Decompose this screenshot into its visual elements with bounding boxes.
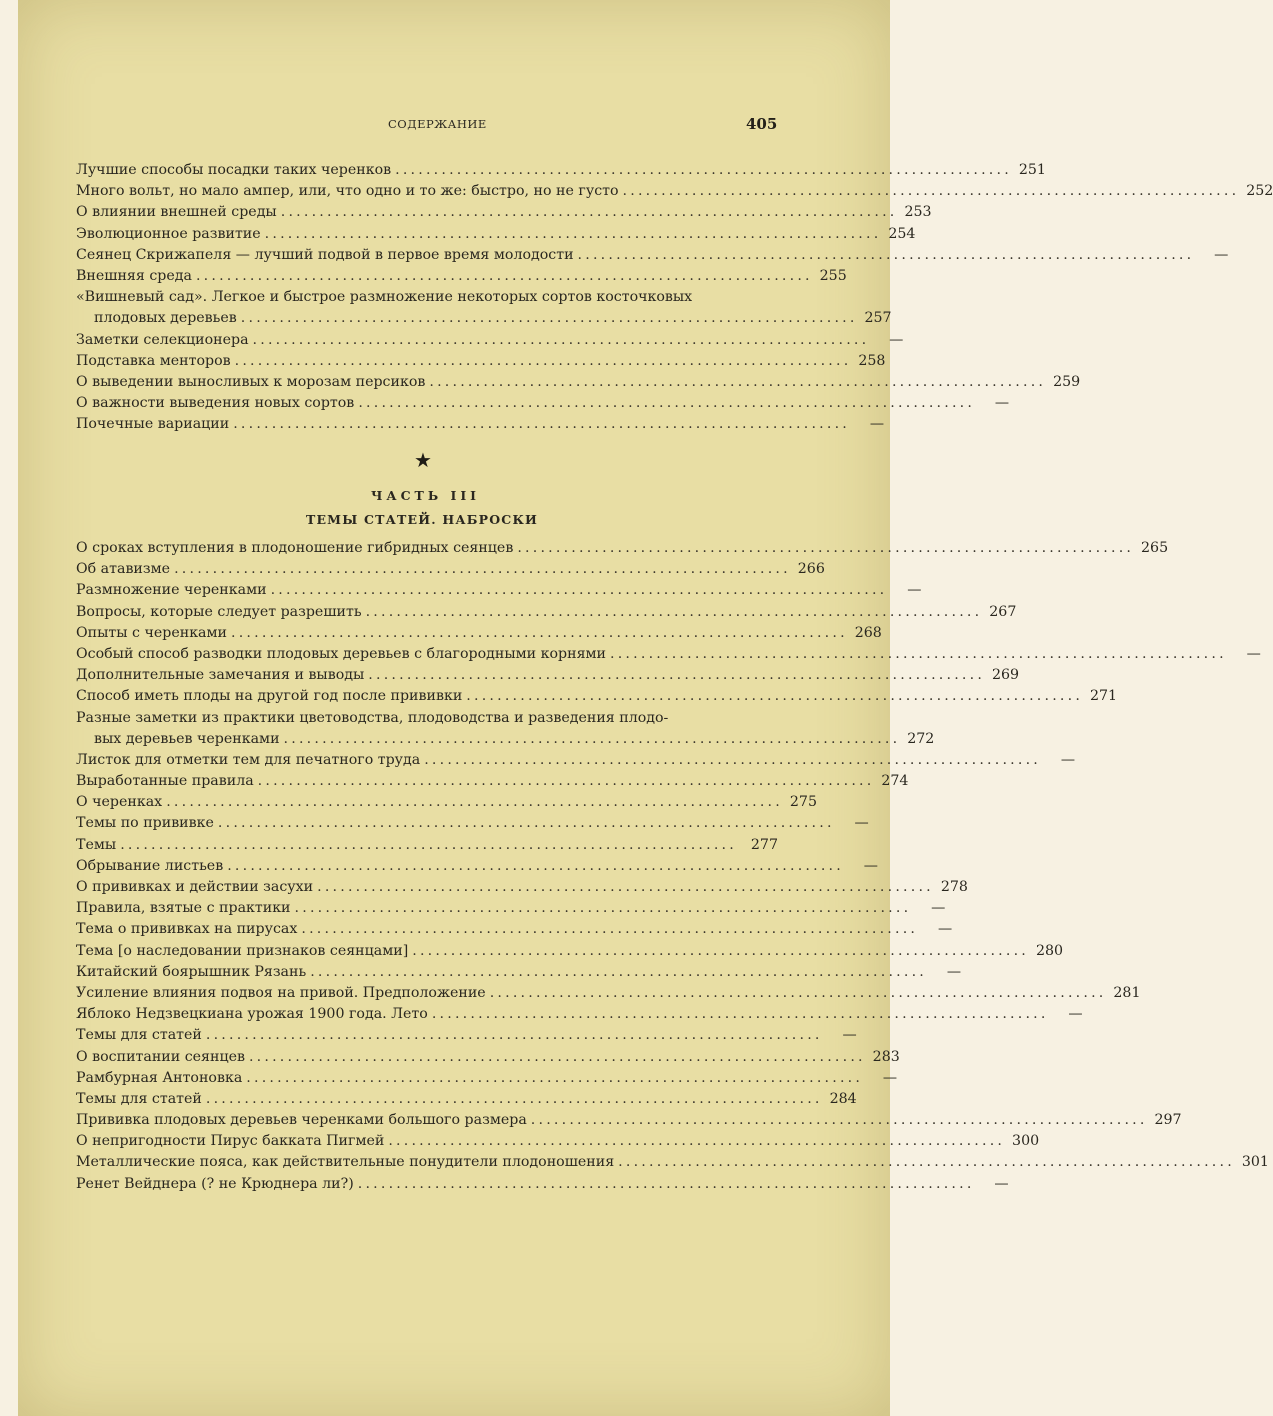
toc-entry: Размножение черенками ................................................................................ — [76,582,922,599]
toc-entry: Темы для статей ................................................................................ 284 [76,1090,857,1107]
toc-entry: Лучшие способы посадки таких черенков ................................................................................ 251 [76,162,1046,178]
toc-entry: Вопросы, которые следует разрешить ................................................................................ 267 [76,603,1017,620]
toc-entry: Заметки селекционера ................................................................................ — [76,331,904,348]
toc-entry: Выработанные правила ................................................................................ 274 [76,773,909,790]
part-title: ЧАСТЬ III [370,488,481,503]
toc-entry: О воспитании сеянцев ................................................................................ 283 [76,1048,900,1065]
toc-entry: Темы для статей ................................................................................ — [76,1027,857,1044]
page-number: 405 [746,115,778,133]
toc-entry: Металлические пояса, как действительные понудители плодоношения ................................................................................ 301 [76,1154,1269,1171]
toc-entry: Темы по прививке ................................................................................ — [76,815,869,832]
toc-entry: О влиянии внешней среды ................................................................................ 253 [76,204,932,221]
toc-entry: Разные заметки из практики цветоводства, плодоводства и разведения плодо- вых деревьев черенками ................................................................................ 272 [76,709,935,747]
toc-entry: Много вольт, но мало ампер, или, что одно и то же: быстро, но не густо ................................................................................ 252 [76,183,1273,200]
toc-entry: Дополнительные замечания и выводы ................................................................................ 269 [76,667,1020,684]
toc-entry: Опыты с черенками ................................................................................ 268 [76,624,882,641]
toc-entry: Способ иметь плоды на другой год после прививки ................................................................................ 271 [76,688,1118,705]
toc-entry: О выведении выносливых к морозам персиков ................................................................................ 259 [76,373,1081,390]
toc-entry: О прививках и действии засухи ................................................................................ 278 [76,879,968,896]
toc-section-b [76,538,1269,1195]
toc-entry: Китайский боярышник Рязань ................................................................................ — [76,963,961,980]
toc-entry: Внешняя среда ................................................................................ 255 [76,267,847,284]
toc-entry: О сроках вступления в плодоношение гибридных сеянцев ................................................................................ 265 [76,540,1169,556]
toc-section-a [76,160,1273,435]
star-ornament: ★ [414,448,432,472]
toc-entry: Прививка плодовых деревьев черенками большого размера ................................................................................ 297 [76,1112,1182,1129]
toc-entry: Правила, взятые с практики ................................................................................ — [76,900,946,917]
toc-entry: Рамбурная Антоновка ................................................................................ — [76,1069,898,1086]
toc-entry: Подставка менторов ................................................................................ 258 [76,352,886,369]
toc-entry: Почечные вариации ................................................................................ — [76,416,884,433]
toc-entry: Особый способ разводки плодовых деревьев с благородными корнями ................................................................................ — [76,645,1261,662]
toc-entry: «Вишневый сад». Легкое и быстрое размножение некоторых сортов косточковых плодовых деревьев ................................................................................ 257 [76,289,892,327]
toc-entry: Ренет Вейднера (? не Крюднера ли?) ................................................................................ — [76,1175,1009,1192]
toc-entry: Сеянец Скрижапеля — лучший подвой в первое время молодости ................................................................................ — [76,246,1229,263]
toc-entry: Тема [о наследовании признаков сеянцами] ................................................................................ 280 [76,942,1064,959]
toc-entry: О черенках ................................................................................ 275 [76,794,817,811]
toc-entry: Листок для отметки тем для печатного труда ................................................................................ — [76,751,1076,768]
part-subtitle: ТЕМЫ СТАТЕЙ. НАБРОСКИ [305,512,539,527]
toc-entry: Эволюционное развитие ................................................................................ 254 [76,225,916,242]
running-title: СОДЕРЖАНИЕ [388,117,487,131]
book-page [18,0,1273,1416]
page-header [18,115,890,137]
toc-entry: О непригодности Пирус бакката Пигмей ................................................................................ 300 [76,1133,1040,1150]
toc-entry: Темы ................................................................................ 277 [76,836,778,853]
toc-entry: Яблоко Недзвецкиана урожая 1900 года. Лето ................................................................................ — [76,1006,1083,1023]
toc-entry: О важности выведения новых сортов ................................................................................ — [76,395,1010,412]
toc-entry: Обрывание листьев ................................................................................ — [76,857,878,874]
toc-entry: Усиление влияния подвоя на привой. Предположение ................................................................................ 281 [76,984,1141,1001]
toc-entry: Тема о прививках на пирусах ................................................................................ — [76,921,953,938]
toc-entry: Об атавизме ................................................................................ 266 [76,561,825,578]
